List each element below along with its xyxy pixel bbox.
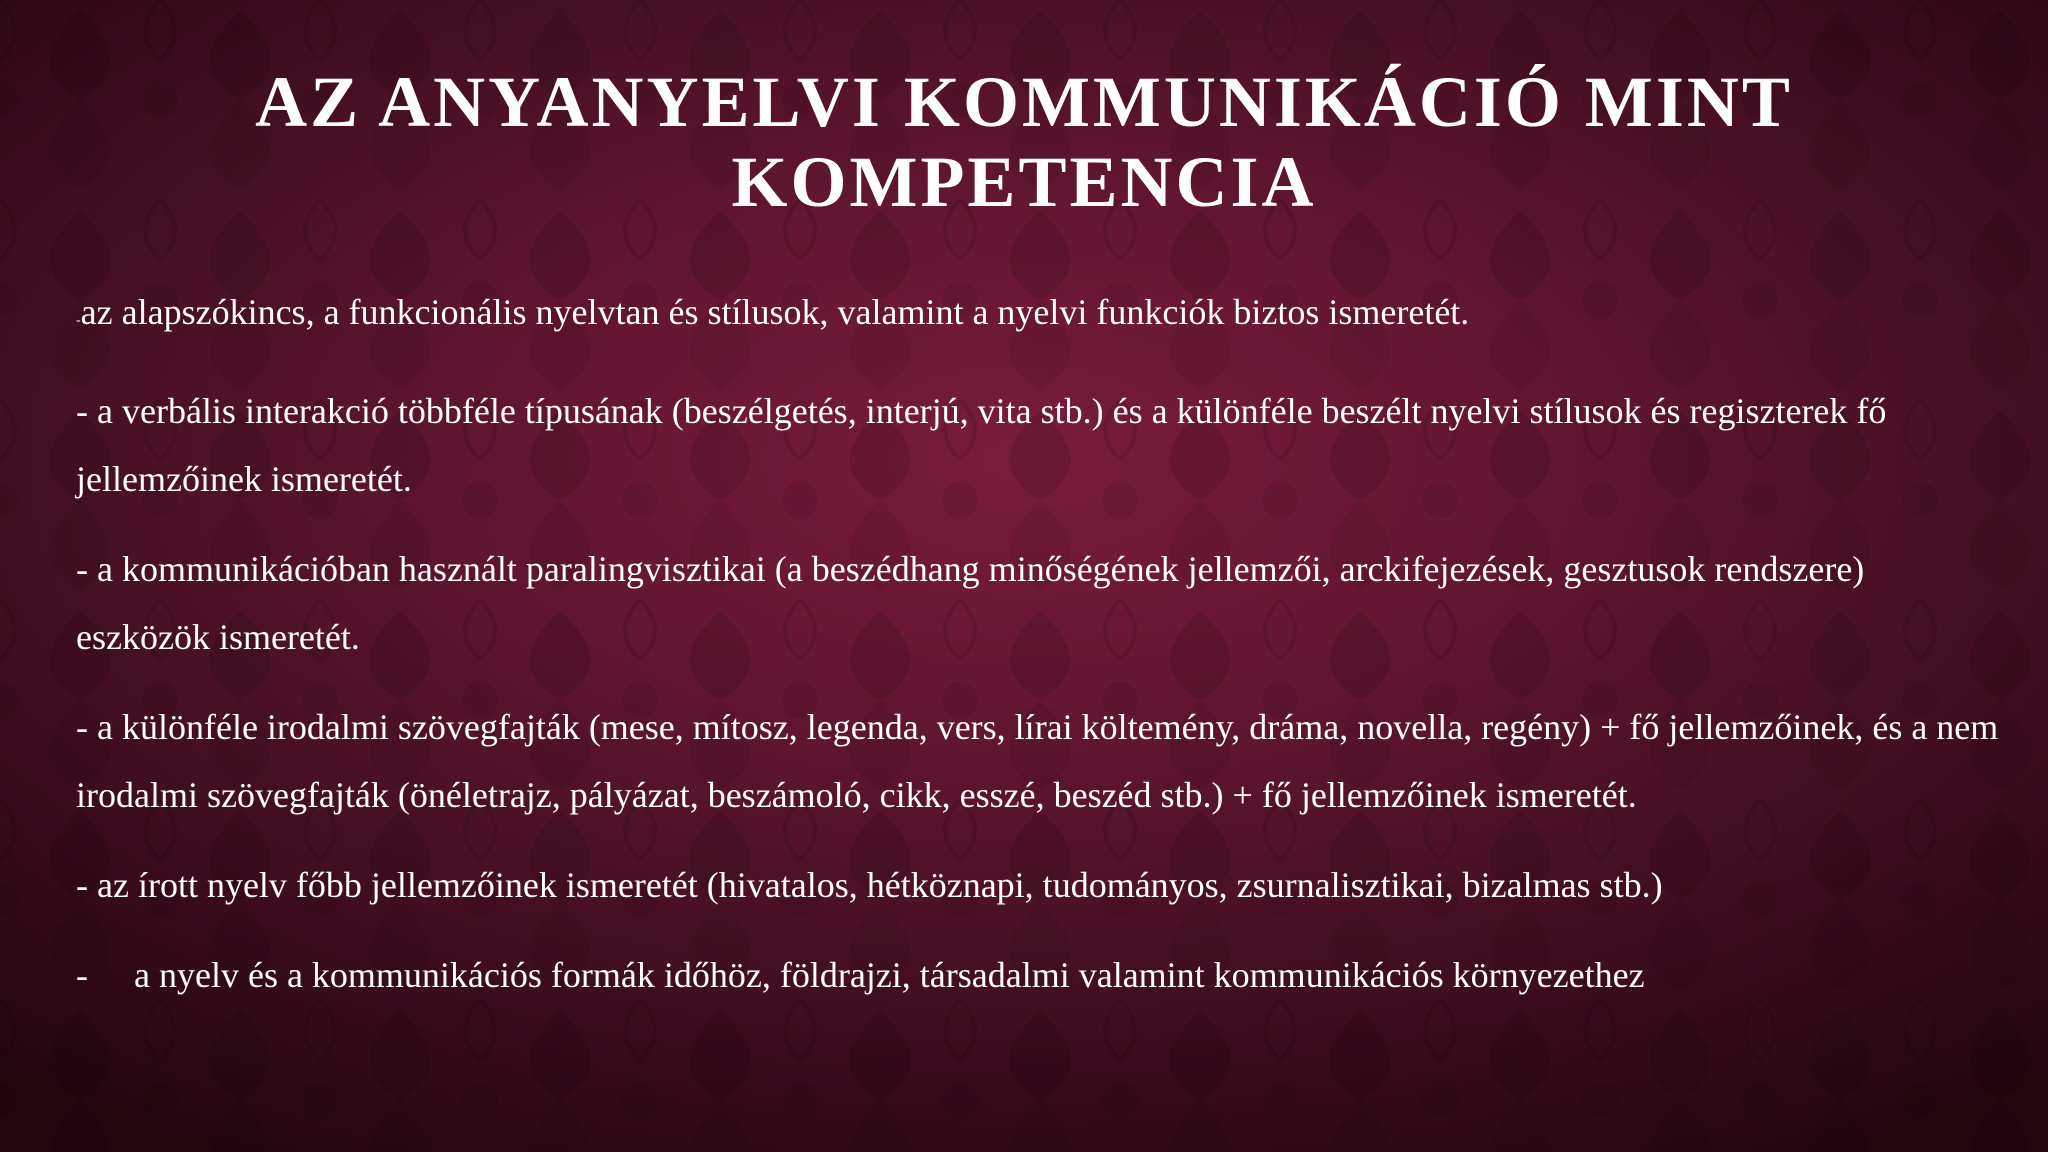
bullet-text: a verbális interakció többféle típusának (beszélgetés, interjú, vita stb.) és a különféle beszélt nyelvi stílusok és regiszterek fő jellemzőinek ismeretét. [76,391,1887,499]
bullet-dash: - [76,707,97,747]
bullet-dash: - [76,549,97,589]
bullet-text: az írott nyelv főbb jellemzőinek ismeretét (hivatalos, hétköznapi, tudományos, zsurnalisztikai, bizalmas stb.) [97,865,1663,905]
bullet-paragraph-1 [76,278,2006,355]
bullet-dash: - [76,313,81,328]
slide-body [76,278,2006,1031]
bullet-text: a nyelv és a kommunikációs formák időhöz, földrajzi, társadalmi valamint kommunikációs környezethez [134,955,1645,995]
bullet-text: a különféle irodalmi szövegfajták (mese, mítosz, legenda, vers, lírai költemény, dráma, novella, regény) + fő jellemzőinek, és a nem irodalmi szövegfajták (önéletrajz, pályázat, beszámoló, cikk, esszé, beszéd stb.) + fő jellemzőinek ismeretét. [76,707,1999,815]
bullet-paragraph-2 [76,377,2006,513]
slide-title [0,62,2048,222]
bullet-dash: - [76,955,88,995]
bullet-dash: - [76,865,97,905]
bullet-paragraph-6 [76,941,2006,1009]
title-line-1: AZ ANYANYELVI KOMMUNIKÁCIÓ MINT [255,62,1793,142]
bullet-paragraph-5 [76,851,2006,919]
title-line-2: KOMPETENCIA [731,142,1317,222]
bullet-dash: - [76,391,97,431]
bullet-text: a kommunikációban használt paralingvisztikai (a beszédhang minőségének jellemzői, arckifejezések, gesztusok rendszere) eszközök ismeretét. [76,549,1865,657]
bullet-paragraph-4 [76,693,2006,829]
bullet-paragraph-3 [76,535,2006,671]
bullet-text: az alapszókincs, a funkcionális nyelvtan és stílusok, valamint a nyelvi funkciók biztos ismeretét. [80,292,1470,332]
